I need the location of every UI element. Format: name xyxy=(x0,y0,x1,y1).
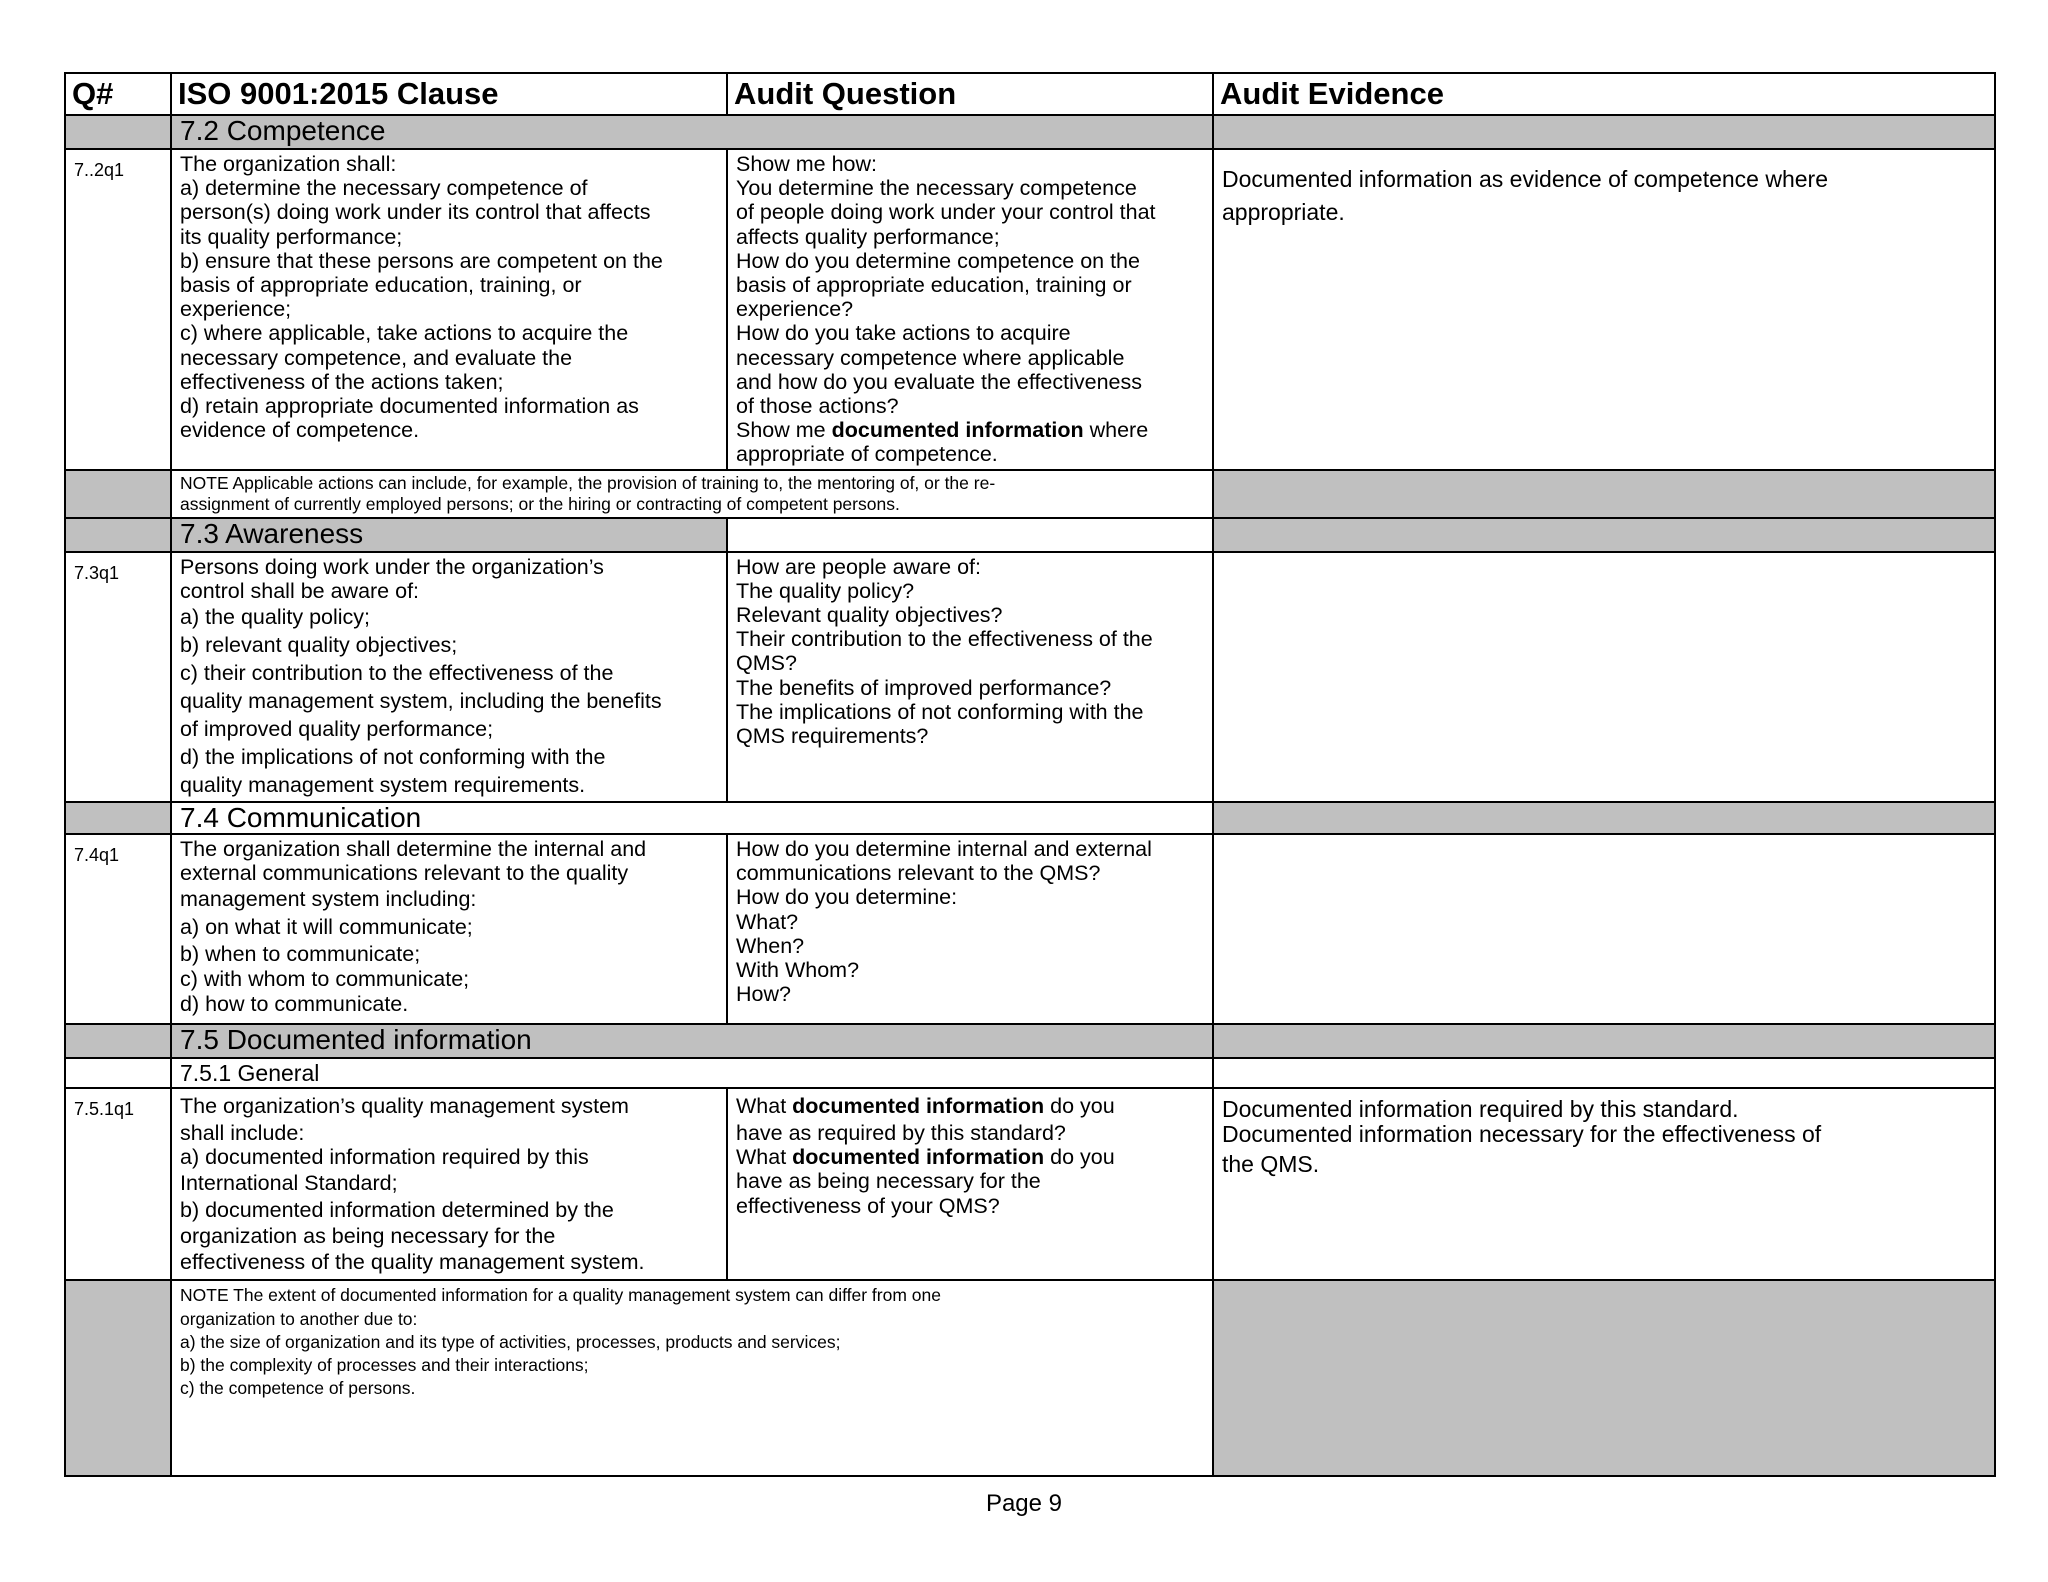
note-row-7-2 xyxy=(65,470,1995,518)
question-line-bold-mix xyxy=(736,418,1204,442)
page-number: Page 9 xyxy=(985,1490,1063,1517)
question-line: The implications of not conforming with the xyxy=(736,699,1144,724)
question-line-bold-mix xyxy=(736,1091,1204,1121)
clause-line: quality management system, including the benefits xyxy=(180,689,662,714)
note-line: a) the size of organization and its type of activities, processes, products and services; xyxy=(180,1332,841,1353)
note-gray-cell xyxy=(65,1280,171,1476)
evidence-empty-7-4 xyxy=(1213,834,1995,1024)
question-id: 7..2q1 xyxy=(65,149,171,470)
clause-line: quality management system requirements. xyxy=(180,773,586,798)
clause-line: c) with whom to communicate; xyxy=(180,967,470,992)
clause-line: The organization’s quality management system xyxy=(180,1094,629,1119)
clause-line: c) their contribution to the effectiveness of the xyxy=(180,661,614,686)
clause-text-7-2 xyxy=(171,149,727,470)
subsection-blank-cell xyxy=(1213,1058,1995,1088)
clause-line: person(s) doing work under its control that affects xyxy=(180,200,651,225)
header-question: Audit Question xyxy=(727,73,1213,115)
clause-line: a) determine the necessary competence of xyxy=(180,176,588,201)
question-row-7-3 xyxy=(65,552,1995,802)
question-text: do you xyxy=(1044,1094,1115,1119)
question-line: Show me how: xyxy=(736,152,878,176)
subsection-blank-cell xyxy=(65,1058,171,1088)
section-gray-cell xyxy=(1213,115,1995,149)
clause-line: evidence of competence. xyxy=(180,418,420,443)
header-clause: ISO 9001:2015 Clause xyxy=(171,73,727,115)
question-line: communications relevant to the QMS? xyxy=(736,861,1101,886)
question-line: Relevant quality objectives? xyxy=(736,603,1003,628)
question-text-7-2 xyxy=(727,149,1213,470)
question-line: How are people aware of: xyxy=(736,554,982,579)
question-line: How do you determine: xyxy=(736,885,958,910)
clause-line: its quality performance; xyxy=(180,224,403,249)
clause-line: b) ensure that these persons are competent on the xyxy=(180,248,663,273)
section-gray-cell xyxy=(1213,1024,1995,1058)
clause-line: c) where applicable, take actions to acquire the xyxy=(180,321,629,346)
section-row-7-5 xyxy=(65,1024,1995,1058)
clause-text-7-3 xyxy=(171,552,727,802)
question-bold-term: documented information xyxy=(792,1094,1045,1119)
question-line: How? xyxy=(736,982,791,1007)
note-line: NOTE The extent of documented information for a quality management system can differ from one xyxy=(180,1285,941,1306)
section-gray-cell xyxy=(65,518,171,552)
question-line: What? xyxy=(736,909,799,934)
question-text: What xyxy=(736,1094,793,1119)
clause-line: The organization shall determine the internal and xyxy=(180,837,647,862)
question-line: basis of appropriate education, training or xyxy=(736,273,1132,298)
question-row-7-2 xyxy=(65,149,1995,470)
question-line: experience? xyxy=(736,297,854,322)
question-line: How do you determine competence on the xyxy=(736,248,1140,273)
question-row-7-4 xyxy=(65,834,1995,1024)
question-text-7-4 xyxy=(727,834,1213,1024)
question-line: of people doing work under your control that xyxy=(736,200,1156,225)
section-row-7-3 xyxy=(65,518,1995,552)
clause-line: effectiveness of the quality management system. xyxy=(180,1250,645,1275)
header-row xyxy=(65,73,1995,115)
clause-line: effectiveness of the actions taken; xyxy=(180,369,504,394)
question-text-7-3 xyxy=(727,552,1213,802)
clause-line: a) documented information required by this xyxy=(180,1145,589,1170)
question-bold-term: documented information xyxy=(831,418,1084,443)
clause-line: b) documented information determined by the xyxy=(180,1198,614,1223)
question-line: Their contribution to the effectiveness of the xyxy=(736,627,1153,652)
note-gray-cell xyxy=(1213,470,1995,518)
question-text: What xyxy=(736,1145,793,1170)
question-line: of those actions? xyxy=(736,394,899,419)
header-evidence: Audit Evidence xyxy=(1213,73,1995,115)
evidence-text-7-2 xyxy=(1213,149,1995,470)
question-line: You determine the necessary competence xyxy=(736,176,1137,201)
question-text: do you xyxy=(1044,1145,1115,1170)
note-text-7-2 xyxy=(171,470,1213,518)
clause-line: control shall be aware of: xyxy=(180,578,420,603)
note-text-7-5-1 xyxy=(171,1280,1213,1476)
section-gray-cell xyxy=(65,115,171,149)
evidence-line: Documented information required by this standard. xyxy=(1222,1096,1739,1123)
section-title-7-2: 7.2 Competence xyxy=(171,115,1213,149)
note-line: organization to another due to: xyxy=(180,1309,418,1330)
clause-line: d) retain appropriate documented information as xyxy=(180,394,639,419)
clause-line: of improved quality performance; xyxy=(180,717,494,742)
evidence-text-7-5-1 xyxy=(1213,1088,1995,1280)
clause-text-7-4 xyxy=(171,834,727,1024)
clause-line: Persons doing work under the organization’s xyxy=(180,554,604,579)
section-gray-cell xyxy=(65,802,171,834)
question-line: and how do you evaluate the effectiveness xyxy=(736,369,1143,394)
evidence-line: Documented information necessary for the effectiveness of xyxy=(1222,1121,1822,1148)
clause-line: International Standard; xyxy=(180,1171,398,1196)
note-gray-cell xyxy=(1213,1280,1995,1476)
question-text-7-5-1 xyxy=(727,1088,1213,1280)
evidence-empty-7-3 xyxy=(1213,552,1995,802)
section-title-7-3: 7.3 Awareness xyxy=(171,518,727,552)
evidence-line: the QMS. xyxy=(1222,1151,1320,1178)
question-line: effectiveness of your QMS? xyxy=(736,1193,1000,1218)
clause-line: management system including: xyxy=(180,887,477,912)
question-bold-term: documented information xyxy=(792,1145,1045,1170)
clause-text-7-5-1 xyxy=(171,1088,727,1280)
clause-line: b) when to communicate; xyxy=(180,942,421,967)
clause-line: organization as being necessary for the xyxy=(180,1224,556,1249)
note-line: NOTE Applicable actions can include, for example, the provision of training to, the mentoring of, or the re- xyxy=(180,472,996,493)
note-line: b) the complexity of processes and their interactions; xyxy=(180,1355,589,1376)
section-gray-cell xyxy=(65,1024,171,1058)
subsection-row-7-5-1 xyxy=(65,1058,1995,1088)
note-line: c) the competence of persons. xyxy=(180,1378,416,1399)
question-line-bold-mix xyxy=(736,1145,1204,1169)
clause-line: experience; xyxy=(180,297,292,322)
question-text: where xyxy=(1083,418,1149,443)
note-row-7-5-1 xyxy=(65,1280,1995,1476)
question-line: affects quality performance; xyxy=(736,224,1000,249)
clause-line: b) relevant quality objectives; xyxy=(180,633,458,658)
audit-checklist-table xyxy=(64,72,1996,1477)
note-gray-cell xyxy=(65,470,171,518)
question-id: 7.3q1 xyxy=(65,552,171,802)
clause-line: a) on what it will communicate; xyxy=(180,915,473,940)
clause-line: basis of appropriate education, training, or xyxy=(180,273,582,298)
question-id: 7.5.1q1 xyxy=(65,1088,171,1280)
section-title-7-5: 7.5 Documented information xyxy=(171,1024,1213,1058)
evidence-line: Documented information as evidence of competence where xyxy=(1222,166,1829,192)
question-row-7-5-1 xyxy=(65,1088,1995,1280)
clause-line: external communications relevant to the quality xyxy=(180,861,629,886)
question-text: Show me xyxy=(736,418,832,443)
section-blank-cell xyxy=(727,518,1213,552)
question-line: have as being necessary for the xyxy=(736,1169,1041,1194)
question-line: How do you determine internal and external xyxy=(736,837,1152,862)
question-line: have as required by this standard? xyxy=(736,1121,1066,1146)
clause-line: necessary competence, and evaluate the xyxy=(180,345,573,370)
header-qnum: Q# xyxy=(65,73,171,115)
question-line: The quality policy? xyxy=(736,578,915,603)
question-line: The benefits of improved performance? xyxy=(736,675,1112,700)
section-gray-cell xyxy=(1213,518,1995,552)
question-line: appropriate of competence. xyxy=(736,442,998,467)
question-line: necessary competence where applicable xyxy=(736,345,1125,370)
section-gray-cell xyxy=(1213,802,1995,834)
section-row-7-4 xyxy=(65,802,1995,834)
question-line: When? xyxy=(736,933,805,958)
clause-line: d) how to communicate. xyxy=(180,991,409,1016)
evidence-line: appropriate. xyxy=(1222,199,1345,225)
clause-line: a) the quality policy; xyxy=(180,605,371,630)
section-row-7-2 xyxy=(65,115,1995,149)
clause-line: The organization shall: xyxy=(180,152,397,176)
subsection-title-7-5-1: 7.5.1 General xyxy=(171,1058,1213,1088)
clause-line: d) the implications of not conforming with the xyxy=(180,745,606,770)
question-line: QMS requirements? xyxy=(736,724,929,749)
clause-line: shall include: xyxy=(180,1121,305,1146)
question-line: With Whom? xyxy=(736,958,860,983)
question-line: How do you take actions to acquire xyxy=(736,321,1071,346)
note-line: assignment of currently employed persons; or the hiring or contracting of competent persons. xyxy=(180,493,900,514)
question-id: 7.4q1 xyxy=(65,834,171,1024)
question-line: QMS? xyxy=(736,651,797,676)
section-title-7-4: 7.4 Communication xyxy=(171,802,1213,834)
